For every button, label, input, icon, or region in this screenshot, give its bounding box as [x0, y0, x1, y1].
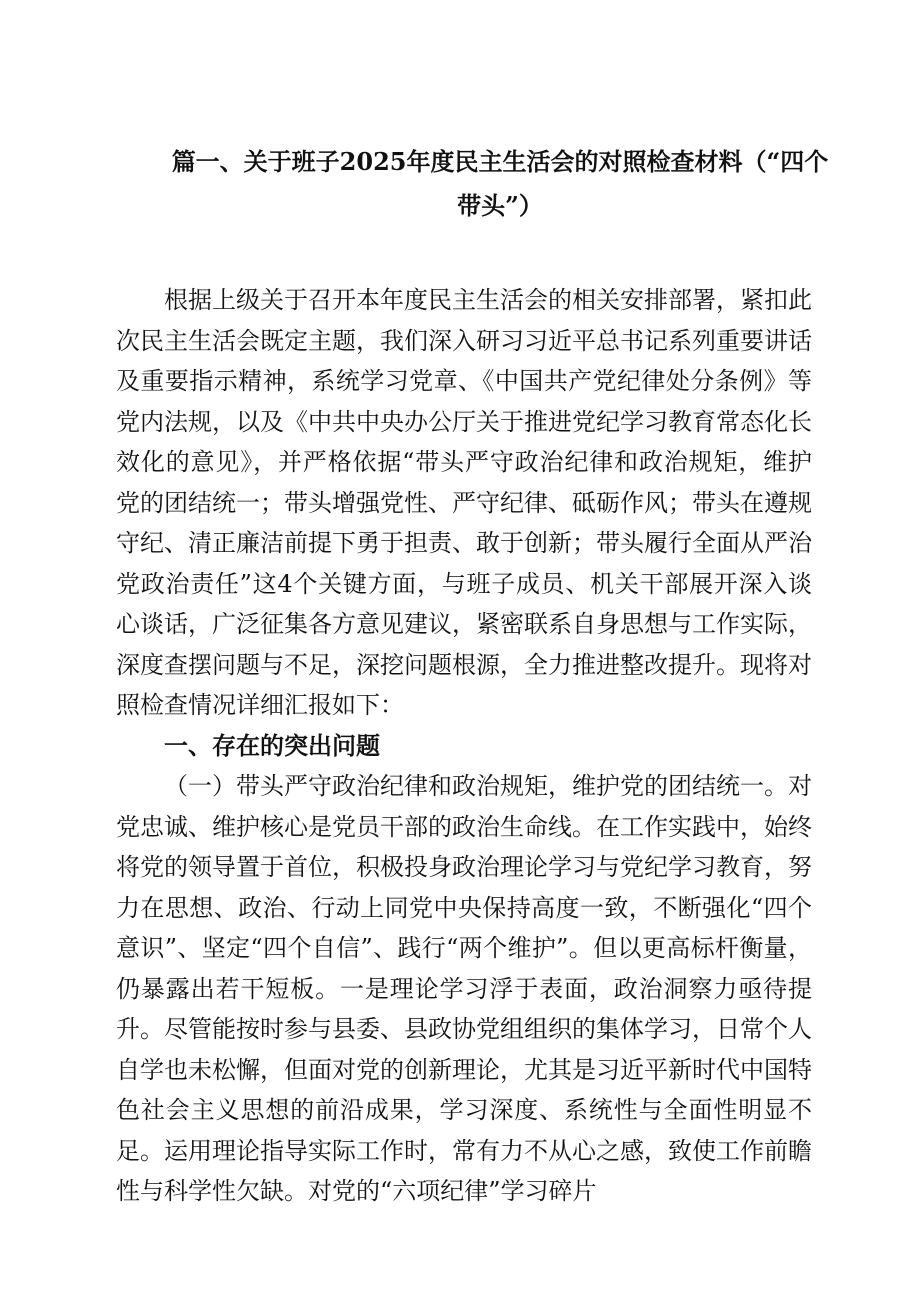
section-heading: 一、存在的突出问题 — [164, 730, 380, 760]
document-body — [116, 280, 812, 1212]
intro-paragraph: 根据上级关于召开本年度民主生活会的相关安排部署，紧扣此次民主生活会既定主题，我们深入研习习近平总书记系列重要讲话及重要指示精神，系统学习党章、《中国共产党纪律处分条例》等党内法规，以及《中共中央办公厅关于推进党纪学习教育常态化长效化的意见》，并严格依据“带头严守政治纪律和政治规矩，维护党的团结统一；带头增强党性、严守纪律、砥砺作风；带头在遵规守纪、清正廉洁前提下勇于担责、敢于创新；带头履行全面从严治党政治责任”这4个关键方面，与班子成员、机关干部展开深入谈心谈话，广泛征集各方意见建议，紧密联系自身思想与工作实际，深度查摆问题与不足，深挖问题根源，全力推进整改提升。现将对照检查情况详细汇报如下： — [116, 286, 812, 719]
document-title: 篇一、关于班子2025年度民主生活会的对照检查材料（“四个带头”） — [171, 147, 829, 220]
section-paragraph: （一）带头严守政治纪律和政治规矩，维护党的团结统一。对党忠诚、维护核心是党员干部的政治生命线。在工作实践中，始终将党的领导置于首位，积极投身政治理论学习与党纪学习教育，努力在思想、政治、行动上同党中央保持高度一致，不断强化“四个意识”、坚定“四个自信”、践行“两个维护”。但以更高标杆衡量，仍暴露出若干短板。一是理论学习浮于表面，政治洞察力亟待提升。尽管能按时参与县委、县政协党组组织的集体学习，日常个人自学也未松懈，但面对党的创新理论，尤其是习近平新时代中国特色社会主义思想的前沿成果，学习深度、系统性与全面性明显不足。运用理论指导实际工作时，常有力不从心之感，致使工作前瞻性与科学性欠缺。对党的“六项纪律”学习碎片 — [116, 772, 812, 1205]
